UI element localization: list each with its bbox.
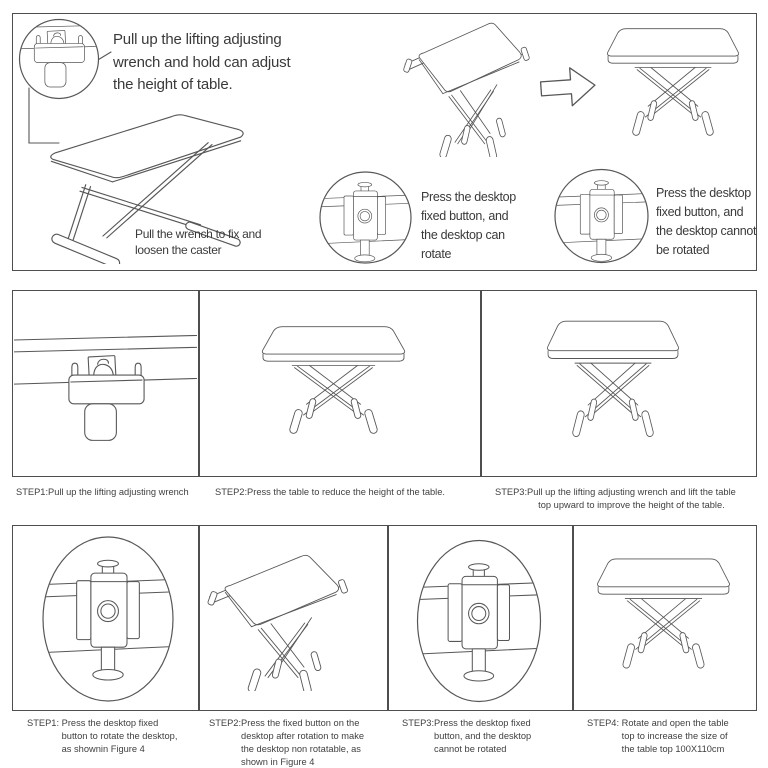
step-label: STEP3: [495,487,528,497]
step-label: STEP2: [209,718,242,728]
cell-divider [572,526,574,710]
rotated-top-table-drawing [205,549,355,691]
height-step-1-caption [16,486,189,499]
rotate-step-2-caption [209,717,364,768]
fixed-button-rotate-drawing [318,169,413,266]
note-no-rotate: Press the desktop fixed button, and the desktop cannot be rotated [656,186,757,257]
lowered-table-drawing [251,321,416,443]
rotate-step-1-caption [27,717,177,756]
step-text: Press the fixed button on the desktop after rotation to make the desktop non rotatable, as shown in Figure 4 [241,718,365,767]
step-text: Press the table to reduce the height of the table. [247,487,445,497]
step-text: Rotate and open the table top to increase the size of the table top 100X110cm [621,718,729,754]
lifting-wrench-magnifier-drawing [17,17,101,101]
note-caster: Pull the wrench to fix and loosen the caster [135,227,262,257]
aligned-top-table-drawing [597,23,749,145]
raised-table-drawing [537,315,689,447]
panel-rotate-steps [0,525,768,768]
rotate-step-3-caption [402,717,531,756]
note-rotate: Press the desktop fixed button, and the desktop can rotate [421,190,516,261]
panel-overview [12,13,757,271]
height-step-3-caption [495,486,736,512]
step-text: Press the desktop fixed button, and the desktop cannot be rotated [434,718,532,754]
height-steps-frame [12,290,757,477]
step-text: Pull up the lifting adjusting wrench [48,487,189,497]
rotate-steps-frame [12,525,757,711]
step-label: STEP2: [215,487,248,497]
step-text: Press the desktop fixed button to rotate the desktop, as shownin Figure 4 [61,718,178,754]
note-lift-wrench: Pull up the lifting adjusting wrench and hold can adjust the height of table. [113,31,291,93]
step-label: STEP1: [16,487,49,497]
cell-divider [198,291,200,476]
fixed-button-locked-closeup-drawing [415,538,543,704]
fixed-button-closeup-drawing [41,535,175,703]
step-label: STEP3: [402,718,435,728]
cell-divider [198,526,200,710]
panel-height-steps [0,290,768,518]
cell-divider [387,526,389,710]
step-label: STEP4: [587,718,622,728]
rotate-step-4-caption [587,717,729,756]
lifting-wrench-closeup-drawing [14,292,197,475]
opened-table-drawing [587,553,740,678]
fixed-button-no-rotate-drawing [553,166,650,266]
cell-divider [480,291,482,476]
rotated-top-table-drawing [401,17,536,157]
step-text: Pull up the lifting adjusting wrench and lift the table top upward to improve the height of the table. [527,487,736,510]
step-label: STEP1: [27,718,62,728]
arrow-right-icon [539,65,597,109]
height-step-2-caption [215,486,445,499]
